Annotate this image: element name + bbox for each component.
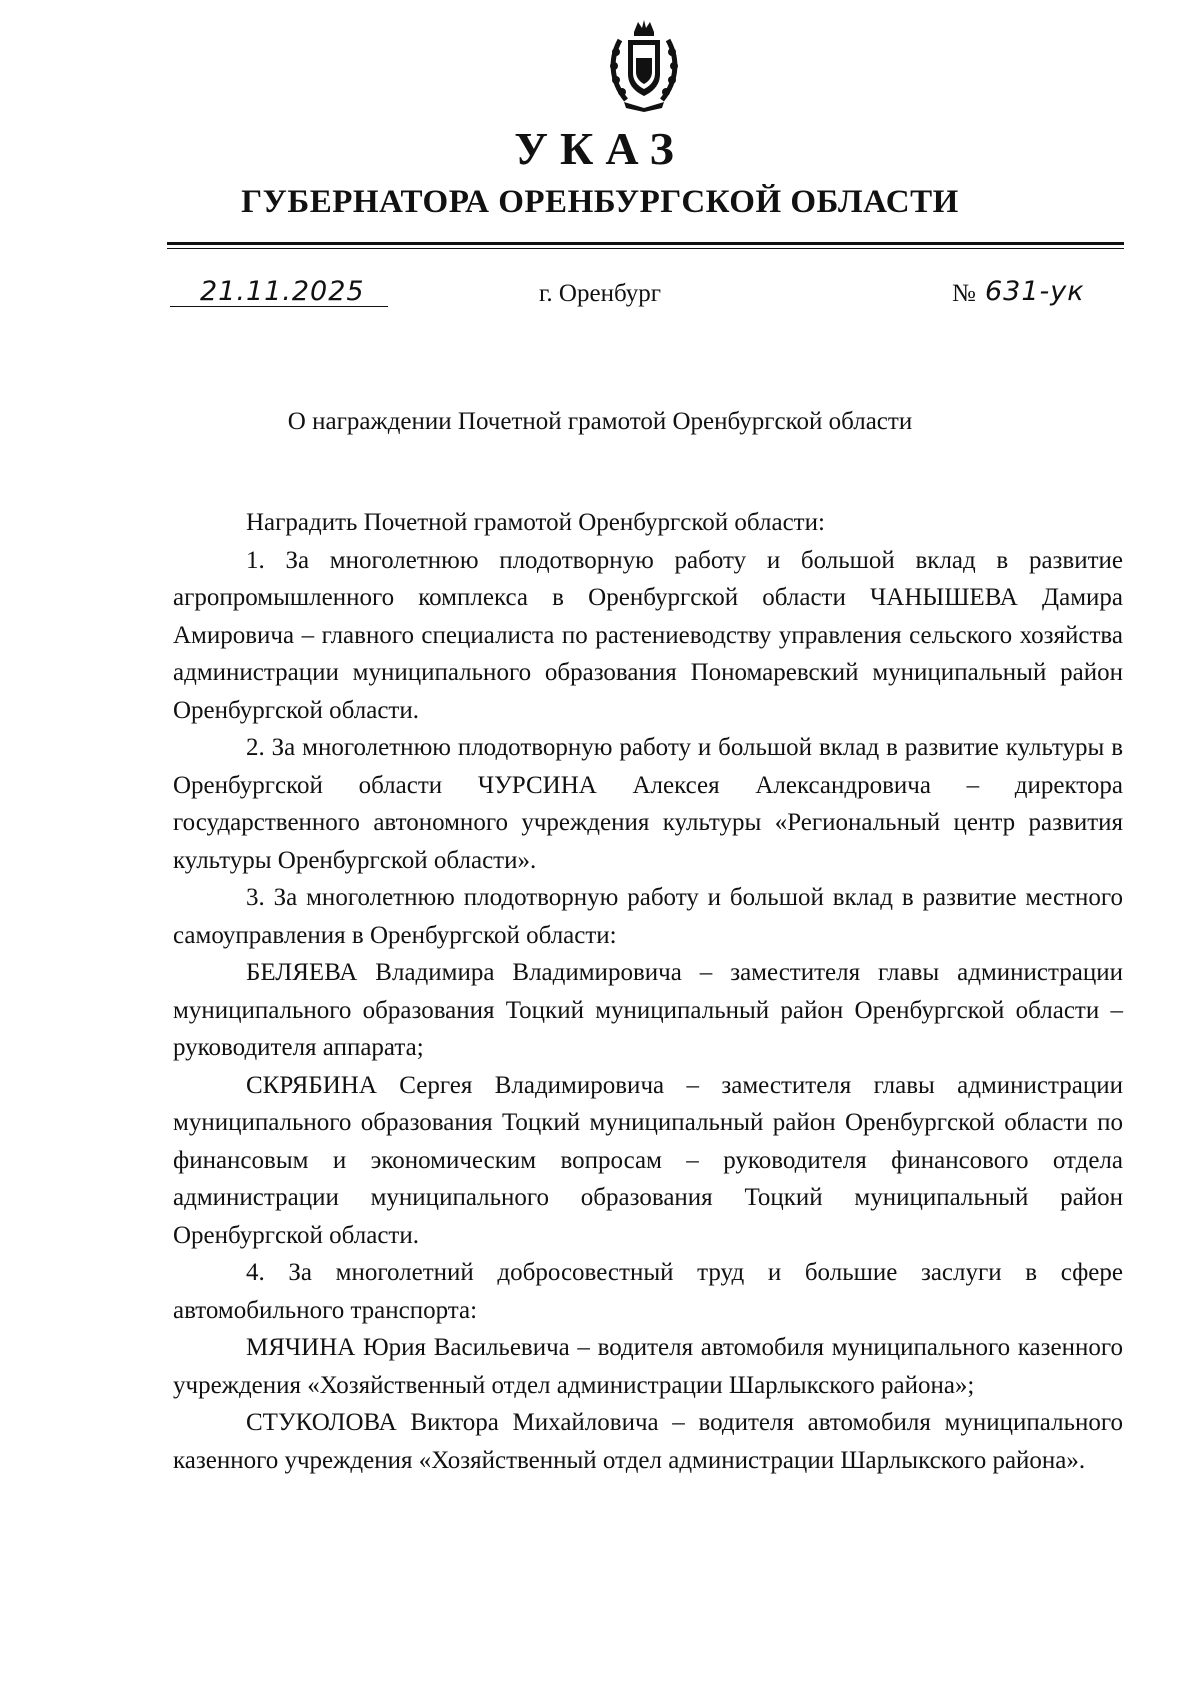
document-title: УКАЗ — [514, 123, 686, 174]
body-paragraph: СКРЯБИНА Сергея Владимировича – заместителя главы администрации муниципального образования Тоцкий муниципальный район Оренбургской области по финансовым и экономическим вопросам – руководителя финансового отдела администрации муниципального образования Тоцкий муниципальный район Оренбургской области. — [173, 1071, 1123, 1249]
body-paragraph: 1. За многолетнюю плодотворную работу и большой вклад в развитие агропромышленного комплекса в Оренбургской области ЧАНЫШЕВА Дамира Амировича – главного специалиста по растениеводству управления сельского хозяйства администрации муниципального образования Пономаревский муниципальный район Оренбургской области. — [173, 546, 1123, 724]
decree-number: 631-ук — [985, 276, 1085, 307]
header-divider-thin — [167, 248, 1124, 249]
decree-number-prefix: № — [952, 280, 976, 307]
body-paragraph: МЯЧИНА Юрия Васильевича – водителя автомобиля муниципального казенного учреждения «Хозяйственный отдел администрации Шарлыкского района»; — [173, 1334, 1123, 1399]
decree-city: г. Оренбург — [539, 280, 661, 307]
body-paragraph: 4. За многолетний добросовестный труд и большие заслуги в сфере автомобильного транспорта: — [173, 1259, 1123, 1324]
decree-subject: О награждении Почетной грамотой Оренбургской области — [287, 408, 913, 435]
decree-body — [173, 504, 1123, 1479]
body-paragraph: СТУКОЛОВА Виктора Михайловича – водителя автомобиля муниципального казенного учреждения «Хозяйственный отдел администрации Шарлыкского района». — [173, 1409, 1123, 1474]
header-divider-thick — [167, 242, 1124, 245]
coat-of-arms-icon — [606, 18, 682, 112]
body-paragraph: 2. За многолетнюю плодотворную работу и большой вклад в развитие культуры в Оренбургской области ЧУРСИНА Алексея Александровича – директора государственного автономного учреждения культуры «Региональный центр развития культуры Оренбургской области». — [173, 734, 1123, 874]
document-subtitle: ГУБЕРНАТОРА ОРЕНБУРГСКОЙ ОБЛАСТИ — [241, 184, 959, 220]
body-paragraph: БЕЛЯЕВА Владимира Владимировича – заместителя главы администрации муниципального образования Тоцкий муниципальный район Оренбургской области – руководителя аппарата; — [173, 959, 1123, 1061]
body-paragraph: 3. За многолетнюю плодотворную работу и большой вклад в развитие местного самоуправления в Оренбургской области: — [173, 884, 1123, 949]
decree-date: 21.11.2025 — [200, 276, 365, 307]
body-paragraph: Наградить Почетной грамотой Оренбургской области: — [246, 509, 825, 536]
